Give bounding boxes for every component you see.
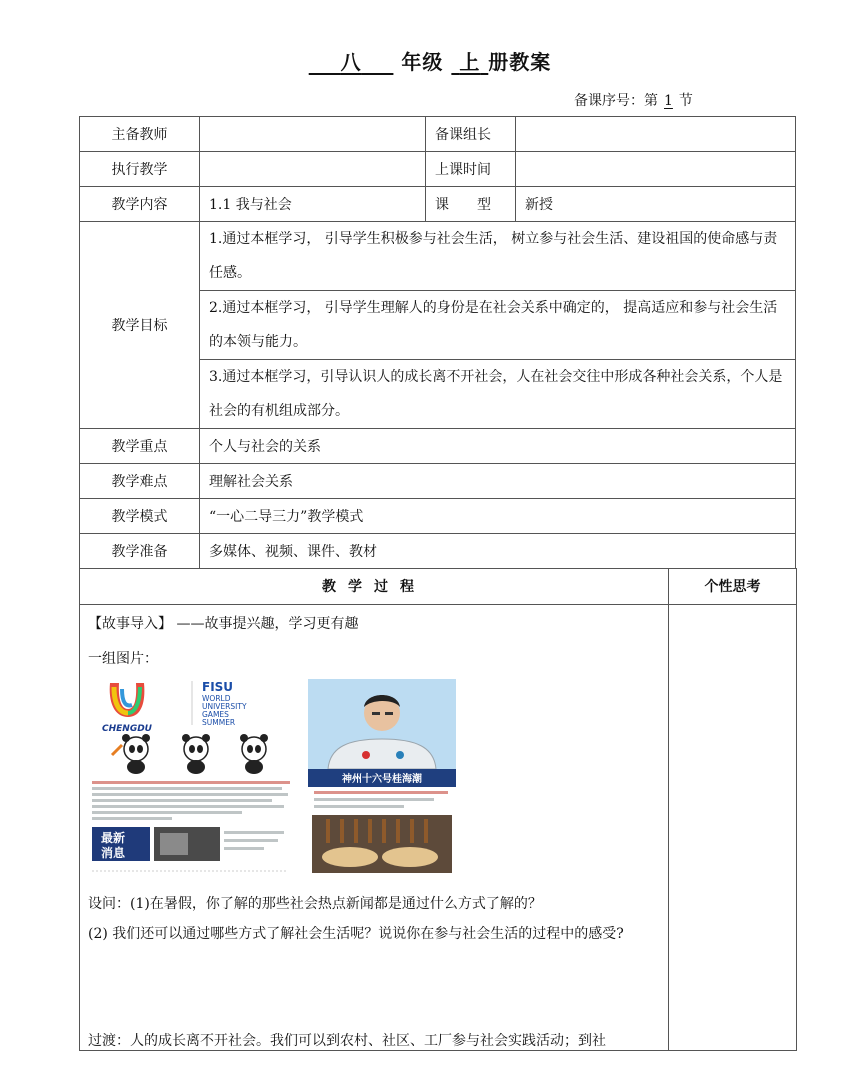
table-row xyxy=(80,499,796,534)
process-header xyxy=(80,568,796,605)
personal-thinking-heading: 个性思考 xyxy=(704,579,761,595)
process-heading: 教学过程 xyxy=(80,568,669,604)
time-label: 上课时间 xyxy=(426,152,516,187)
lesson-info-table xyxy=(79,116,796,569)
group-leader-label: 备课组长 xyxy=(426,117,516,152)
table-row xyxy=(80,117,796,152)
page-title xyxy=(0,46,860,75)
table-row xyxy=(80,187,796,222)
doc-title: 册教案 xyxy=(488,50,552,74)
teacher-value xyxy=(200,117,426,152)
grade-suffix: 年级 xyxy=(401,50,444,74)
teacher-label: 主备教师 xyxy=(80,117,200,152)
transition-text: 过渡：人的成长离不开社会。我们可以到农村、社区、工厂参与社会实践活动；到社 xyxy=(88,1033,606,1049)
content-value: 1.1 我与社会 xyxy=(200,187,426,222)
term: 上 xyxy=(459,50,481,74)
news-badge-line1: 最新 xyxy=(101,831,126,845)
svg-text:SUMMER: SUMMER xyxy=(202,718,236,727)
goal-item: 3.通过本框学习，引导认识人的成长离不开社会，人在社会交往中形成各种社会关系，个人是社会的有机组成部分。 xyxy=(200,360,796,429)
mode-value: “一心二导三力”教学模式 xyxy=(200,499,796,534)
goal-item: 1.通过本框学习， 引导学生积极参与社会生活， 树立参与社会生活、建设祖国的使命感与责任感。 xyxy=(200,222,796,291)
key-label: 教学重点 xyxy=(80,429,200,464)
universiade-news-image xyxy=(88,675,302,875)
table-row xyxy=(80,152,796,187)
question-1: 设问：(1)在暑假，你了解的那些社会热点新闻都是通过什么方式了解的？ xyxy=(88,896,542,912)
content-label: 教学内容 xyxy=(80,187,200,222)
lesson-number: 备课序号：第 1 节 xyxy=(574,93,693,109)
astronaut-news-image xyxy=(308,679,456,875)
grade: 八 xyxy=(340,50,362,74)
mode-label: 教学模式 xyxy=(80,499,200,534)
difficulty-label: 教学难点 xyxy=(80,464,200,499)
story-intro: 【故事导入】 ——故事提兴趣，学习更有趣 xyxy=(88,616,359,632)
chengdu-logo-text: CHENGDU xyxy=(102,724,152,734)
goal-item: 2.通过本框学习， 引导学生理解人的身份是在社会关系中确定的， 提高适应和参与社会生活的本领与能力。 xyxy=(200,291,796,360)
exec-label: 执行教学 xyxy=(80,152,200,187)
fisu-logo-text: FISU xyxy=(202,680,234,694)
type-value: 新授 xyxy=(516,187,796,222)
question-2: (2) 我们还可以通过哪些方式了解社会生活呢？说说你在参与社会生活的过程中的感受? xyxy=(88,926,624,942)
table-row xyxy=(80,429,796,464)
news-badge-line2: 消息 xyxy=(101,846,126,860)
type-label: 课 型 xyxy=(426,187,516,222)
prep-value: 多媒体、视频、课件、教材 xyxy=(200,534,796,569)
difficulty-value: 理解社会关系 xyxy=(200,464,796,499)
teaching-process xyxy=(79,568,797,1051)
prep-label: 教学准备 xyxy=(80,534,200,569)
time-value xyxy=(516,152,796,187)
svg-text:WORLD: WORLD xyxy=(202,694,231,703)
exec-value xyxy=(200,152,426,187)
svg-text:UNIVERSITY: UNIVERSITY xyxy=(202,702,247,711)
process-body xyxy=(80,605,669,1050)
svg-text:GAMES: GAMES xyxy=(202,710,229,719)
astronaut-caption: 神州十六号桂海潮 xyxy=(342,774,422,785)
table-row xyxy=(80,222,796,291)
goals-label: 教学目标 xyxy=(80,222,200,429)
table-row xyxy=(80,534,796,569)
table-row xyxy=(80,464,796,499)
group-leader-value xyxy=(516,117,796,152)
pictures-label: 一组图片： xyxy=(88,651,158,667)
key-value: 个人与社会的关系 xyxy=(200,429,796,464)
